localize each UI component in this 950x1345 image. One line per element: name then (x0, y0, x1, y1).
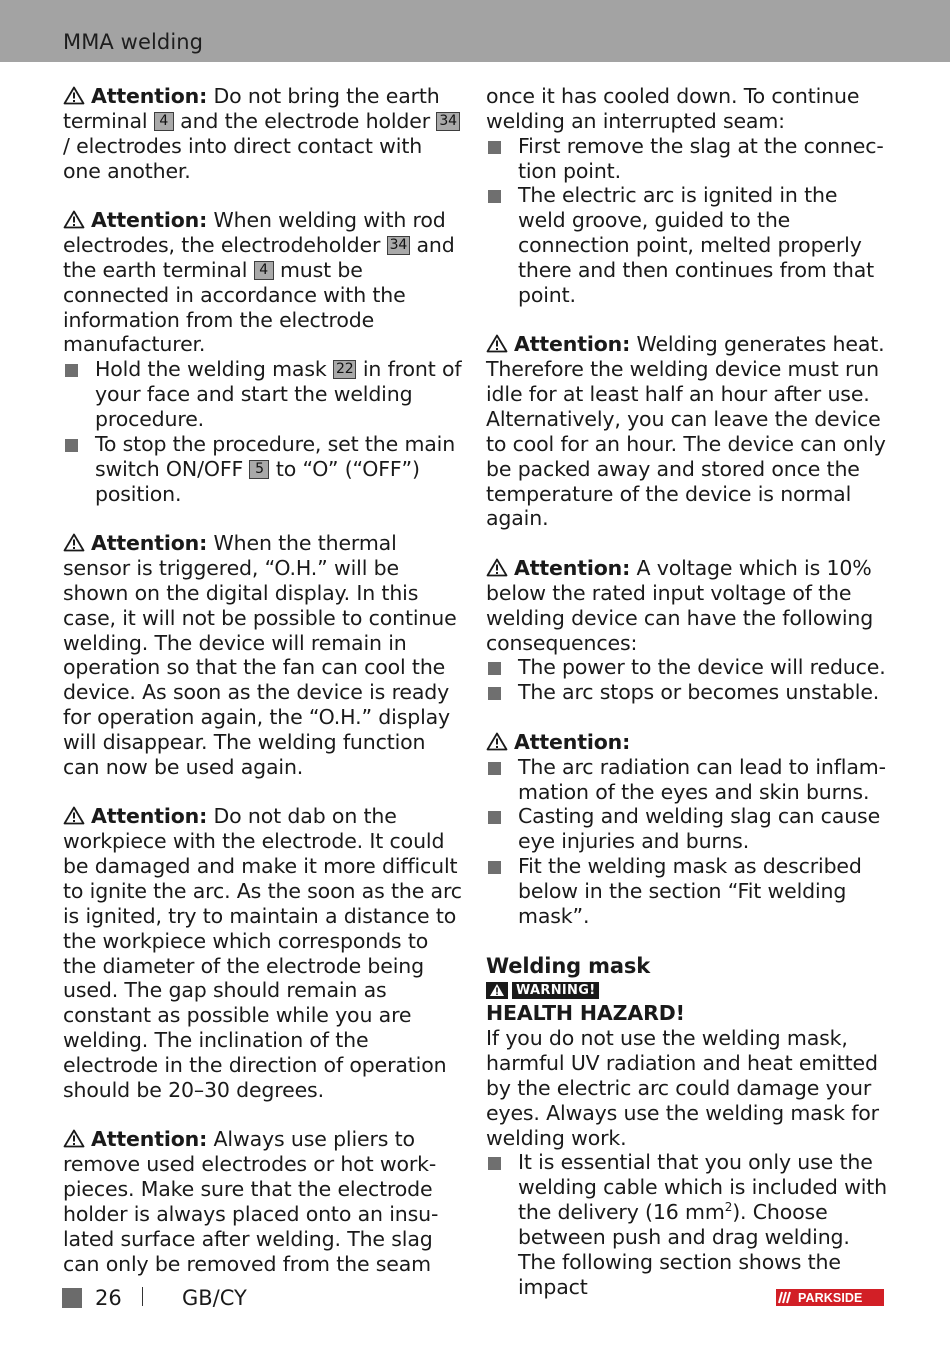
list-item-text: To stop the procedure, set the main switch ON/OFF (95, 431, 456, 481)
bullet-square-icon (488, 190, 501, 203)
list-item-text: to “O” (“OFF”) position. (95, 456, 420, 506)
paragraph-text: Always use pliers to remove used electrodes or hot work-pieces. Make sure that the electrode holder is always placed onto an insu-lated surface after welding. The slag can only be removed from the seam (63, 1127, 439, 1276)
paragraph-text: must be connected in accordance with the information from the electrode manufacturer. (63, 257, 406, 357)
bullet-square-icon (488, 141, 501, 154)
paragraph-text: Welding generates heat. Therefore the welding device must run idle for at least half an hour after use. Alternatively, you can leave the device to cool for an hour. The device can only be packed away and stored once the temperature of the device is normal again. (486, 332, 886, 531)
page-number: 26 (95, 1286, 122, 1310)
reference-number: 22 (333, 360, 357, 379)
list-item (486, 134, 890, 184)
list-item (486, 680, 890, 705)
attention-label: Attention: (91, 208, 208, 233)
warning-triangle-icon (486, 982, 508, 999)
parkside-logo (776, 1289, 884, 1306)
header-title: MMA welding (63, 30, 204, 54)
list-item-text: Fit the welding mask as described below in the section “Fit welding mask”. (518, 854, 862, 928)
attention-heading (486, 730, 890, 755)
warning-triangle-icon (63, 210, 85, 229)
attention-paragraph-1 (63, 84, 465, 183)
list-item (63, 357, 465, 432)
list-item (486, 1150, 890, 1299)
bullet-list (486, 755, 890, 929)
attention-label: Attention: (514, 729, 631, 754)
list-item (486, 854, 890, 929)
bullet-list (486, 134, 890, 308)
bullet-square-icon (488, 861, 501, 874)
paragraph-text: and the earth terminal (63, 233, 455, 282)
warning-triangle-icon (63, 1129, 85, 1148)
paragraph-text: When welding with rod electrodes, the electrodeholder (63, 208, 446, 258)
list-item (486, 655, 890, 680)
paragraph-text: Do not dab on the workpiece with the electrode. It could be damaged and make it more difficult to ignite the arc. As the soon as the arc is ignited, try to maintain a distance to the workpiece which corresponds to the diameter of the electrode being used. The gap should remain as constant as possible while you are welding. The inclination of the electrode in the direction of operation should be 20–30 degrees. (63, 804, 462, 1102)
footer-square-icon (62, 1288, 82, 1308)
attention-label: Attention: (514, 556, 631, 581)
list-item-text: The electric arc is ignited in the weld groove, guided to the connection point, melted properly there and then continues from that point. (518, 183, 875, 307)
right-column (486, 84, 890, 1300)
list-item (486, 755, 890, 805)
region-code: GB/CY (182, 1286, 247, 1310)
reference-number: 34 (387, 236, 411, 255)
attention-label: Attention: (91, 1127, 208, 1152)
bullet-square-icon (488, 762, 501, 775)
list-item-text: The power to the device will reduce. (518, 655, 886, 680)
attention-label: Attention: (91, 531, 208, 556)
reference-number: 34 (436, 112, 460, 131)
warning-triangle-icon (63, 806, 85, 825)
list-item-text: The arc stops or becomes unstable. (518, 680, 880, 705)
warning-sign (486, 979, 890, 1001)
paragraph-text: Do not bring the earth terminal (63, 84, 440, 133)
footer-divider (142, 1287, 143, 1306)
attention-label: Attention: (91, 804, 208, 829)
list-item-text: The arc radiation can lead to inflam-mation of the eyes and skin burns. (518, 754, 886, 804)
list-item (486, 804, 890, 854)
attention-label: Attention: (514, 332, 631, 357)
paragraph-text: / electrodes into direct contact with one another. (63, 133, 423, 183)
attention-paragraph-3 (63, 531, 465, 779)
attention-paragraph-2 (63, 208, 465, 357)
bullet-list (486, 1150, 890, 1299)
superscript: 2 (724, 1200, 733, 1215)
bullet-square-icon (65, 439, 78, 452)
attention-paragraph-6 (486, 332, 890, 531)
left-column (63, 84, 465, 1277)
list-item (63, 432, 465, 507)
warning-triangle-icon (486, 732, 508, 751)
list-item-text: It is essential that you only use the welding cable which is included with the delivery (16 mm (518, 1150, 887, 1225)
reference-number: 4 (254, 261, 274, 280)
brand-name: PARKSIDE (798, 1290, 863, 1305)
warning-label: WARNING! (512, 982, 599, 999)
list-item (486, 183, 890, 307)
reference-number: 5 (249, 460, 269, 479)
bullet-list (63, 357, 465, 506)
bullet-square-icon (488, 687, 501, 700)
attention-label: Attention: (91, 84, 208, 108)
bullet-square-icon (488, 1157, 501, 1170)
warning-triangle-icon (486, 334, 508, 353)
section-title: Welding mask (486, 953, 651, 978)
welding-mask-paragraph: If you do not use the welding mask, harmful UV radiation and heat emitted by the electric arc could damage your eyes. Always use the welding mask for welding work. (486, 1026, 879, 1150)
attention-paragraph-7 (486, 556, 890, 655)
reference-number: 4 (154, 112, 174, 131)
paragraph-text: When the thermal sensor is triggered, “O.H.” will be shown on the digital display. In this case, it will not be possible to continue welding. The device will remain in operation so that the fan can cool the device. As soon as the device is ready for operation again, the “O.H.” display will disappear. The welding function can now be used again. (63, 531, 457, 779)
continuation-paragraph: once it has cooled down. To continue welding an interrupted seam: (486, 84, 860, 133)
hazard-heading: HEALTH HAZARD! (486, 1001, 685, 1026)
page-header (0, 0, 950, 62)
logo-stripes-icon (776, 1289, 798, 1306)
list-item-text: Casting and welding slag can cause eye injuries and burns. (518, 804, 881, 854)
bullet-square-icon (65, 364, 78, 377)
bullet-list (486, 655, 890, 705)
attention-paragraph-4 (63, 804, 465, 1102)
bullet-square-icon (488, 811, 501, 824)
warning-triangle-icon (63, 86, 85, 105)
warning-triangle-icon (486, 558, 508, 577)
attention-paragraph-5 (63, 1127, 465, 1276)
list-item-text: Hold the welding mask (95, 357, 333, 382)
bullet-square-icon (488, 662, 501, 675)
paragraph-text: A voltage which is 10% below the rated input voltage of the welding device can have the following consequences: (486, 556, 874, 655)
paragraph-text: and the electrode holder (173, 108, 437, 133)
warning-triangle-icon (63, 533, 85, 552)
list-item-text: ). Choose between push and drag welding. The following section shows the impact (518, 1200, 850, 1299)
list-item-text: First remove the slag at the connec-tion point. (518, 133, 884, 183)
list-item-text: in front of your face and start the welding procedure. (95, 357, 462, 431)
